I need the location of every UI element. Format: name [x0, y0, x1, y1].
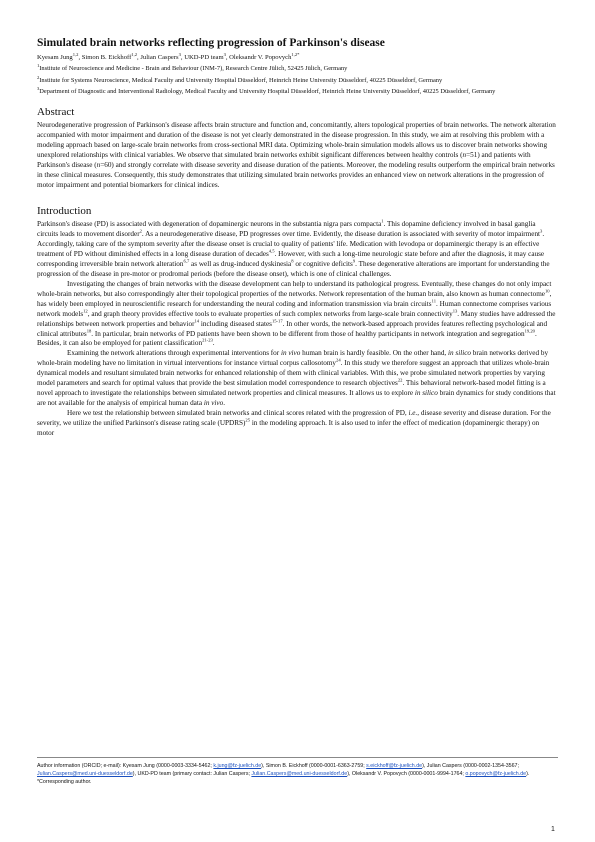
email-link-eickhoff[interactable]: s.eickhoff@fz-juelich.de	[366, 763, 423, 769]
author-footnote: Author information (ORCID; e-mail): Kyesam Jung (0000-0003-3334-5462; k.jung@fz-juelich.de), Simon B. Eickhoff (0000-0001-6363-2759; s.eickhoff@fz-juelich.de), Julian Caspers (0000-0002-1354-3567; Julian.Caspers@med.uni-duesseldorf.de), UKD-PD team (primary contact: Julian Caspers; Julian.Caspers@med.uni-duesseldorf.de), Oleksandr V. Popovych (0000-0001-9994-1764; o.popovych@fz-juelich.de). *Corresponding author.	[37, 757, 558, 786]
email-link-caspers[interactable]: Julian.Caspers@med.uni-duesseldorf.de	[37, 770, 133, 777]
intro-paragraph-3: Examining the network alterations through experimental interventions for in vivo human brain is hardly feasible. On the other hand, in silico brain networks derived by whole-brain modeling have no limitation in virtual interventions for instance virtual corpus callosotomy$^{24}$. In this study we therefore suggest an approach that utilizes whole-brain dynamical models and resultant simulated brain networks for enhanced relationship of them with clinical variables. With this, we probe simulated network properties by varying model parameters and search for optimal values that provide the best simulation model correspondence to research objectives$^{22}$. This behavioral network-based model fitting is a novel approach to investigate the relationships between simulated network properties and clinical measures. It allows us to explore in silico brain dynamics for study conditions that are not available for the analysis of empirical human data in vivo.	[37, 349, 556, 408]
affiliation-1: $^1$Institute of Neuroscience and Medicine - Brain and Behaviour (INM-7), Research Centre Jülich, 52425 Jülich, Germany	[37, 63, 348, 73]
paper-page	[37, 36, 558, 439]
abstract-text: Neurodegenerative progression of Parkinson's disease affects brain structure and function and, concomitantly, alters topological properties of brain networks. The network alteration accompanied with motor impairment and duration of the disease is not yet clearly demonstrated in the disease progression. In this study, we aim at resolving this problem with a modeling approach based on large-scale brain networks from cross-sectional MRI data. Optimizing whole-brain simulation models allows us to discover brain networks showing unexplored relationships with clinical variables. We observe that simulated brain networks exhibit significant differences between healthy controls (n=51) and patients with Parkinson's disease (n=60) and strongly correlate with disease severity and disease duration of the patients. Moreover, the modeling results outperform the empirical brain networks in these clinical measures. Consequently, this study demonstrates that utilizing simulated brain networks provides an enhanced view on network alterations in the progression of motor impairment and potential biomarkers for clinical indices.	[37, 121, 556, 190]
email-link-ukd-pd[interactable]: Julian.Caspers@med.uni-duesseldorf.de	[251, 770, 348, 777]
paper-title: Simulated brain networks reflecting progression of Parkinson's disease	[37, 37, 385, 49]
intro-paragraph-4: Here we test the relationship between simulated brain networks and clinical scores related with the progression of PD, i.e., disease severity and disease duration. For the severity, we utilize the unified Parkinson's disease rating scale (UPDRS)$^{25}$ in the modeling approach. It is also used to infer the effect of medication (dopaminergic therapy) on motor	[37, 409, 551, 438]
page-number: 1	[551, 826, 555, 833]
email-link-jung[interactable]: k.jung@fz-juelich.de	[213, 763, 262, 769]
affiliation-2: $^2$Institute for Systems Neuroscience, Medical Faculty and University Hospital Düsseldorf, Heinrich Heine University Düsseldorf, 40225 Düsseldorf, Germany	[37, 74, 443, 84]
intro-paragraph-2: Investigating the changes of brain networks with the disease development can help to understand its pathological progress. Eventually, these changes do not only impact whole-brain networks, but also correspondingly alter their topological properties of the networks. Network representation of the human brain, also known as human connectome$^{10}$, has widely been employed in neuroscientific research for understanding the neural coding and information transmission via brain circuits$^{11}$. Human connectome comprises various network models$^{12}$, and graph theory provides effective tools to evaluate properties of such complex networks from large-scale brain connectivity$^{13}$. Many studies have addressed the relationships between network properties and behavior$^{14}$ including diseased states$^{15-17}$. In other words, the network-based approach provides features reflecting psychological and clinical attributes$^{18}$. In particular, brain networks of PD patients have been shown to be different from those of healthy participants in network integration and segregation$^{19,20}$. Besides, it can also be employed for patient classification$^{21-23}$.	[37, 279, 556, 348]
abstract-heading: Abstract	[37, 106, 75, 119]
author-list: Kyesam Jung$^{1,2}$, Simon B. Eickhoff$^{1,2}$, Julian Caspers$^3$, UKD-PD team$^3$, Oleksandr V. Popovych$^{1,2*}$	[37, 52, 300, 62]
affiliation-3: $^3$Department of Diagnostic and Interventional Radiology, Medical Faculty and University Hospital Düsseldorf, Heinrich Heine University Düsseldorf, 40225 Düsseldorf, Germany	[37, 86, 496, 96]
email-link-popovych[interactable]: o.popovych@fz-juelich.de	[465, 770, 527, 777]
introduction-heading: Introduction	[37, 205, 92, 218]
intro-paragraph-1: Parkinson's disease (PD) is associated with degeneration of dopaminergic neurons in the substantia nigra pars compacta$^1$. This dopamine deficiency involved in basal ganglia circuits leads to movement disorder$^2$. As a neurodegenerative disease, PD progresses over time. Evidently, the disease duration is associated with severity of motor impairment$^3$. Accordingly, taking care of the symptom severity after the disease onset is crucial to quality of patients' life. Medication with levodopa or dopaminergic therapy is an effective treatment of PD without diminished effects in a long disease duration of decades$^{4,5}$. However, with such a long-time neurologic state before and after the diagnosis, it may cause corresponding irreversible brain network alteration$^{6,7}$ as well as drug-induced dyskinesia$^8$ or cognitive deficits$^9$. These degenerative alterations are important for understanding the progression of the disease in pre-motor or prodromal periods (before the disease onset), which is one of clinical challenges.	[37, 218, 550, 278]
